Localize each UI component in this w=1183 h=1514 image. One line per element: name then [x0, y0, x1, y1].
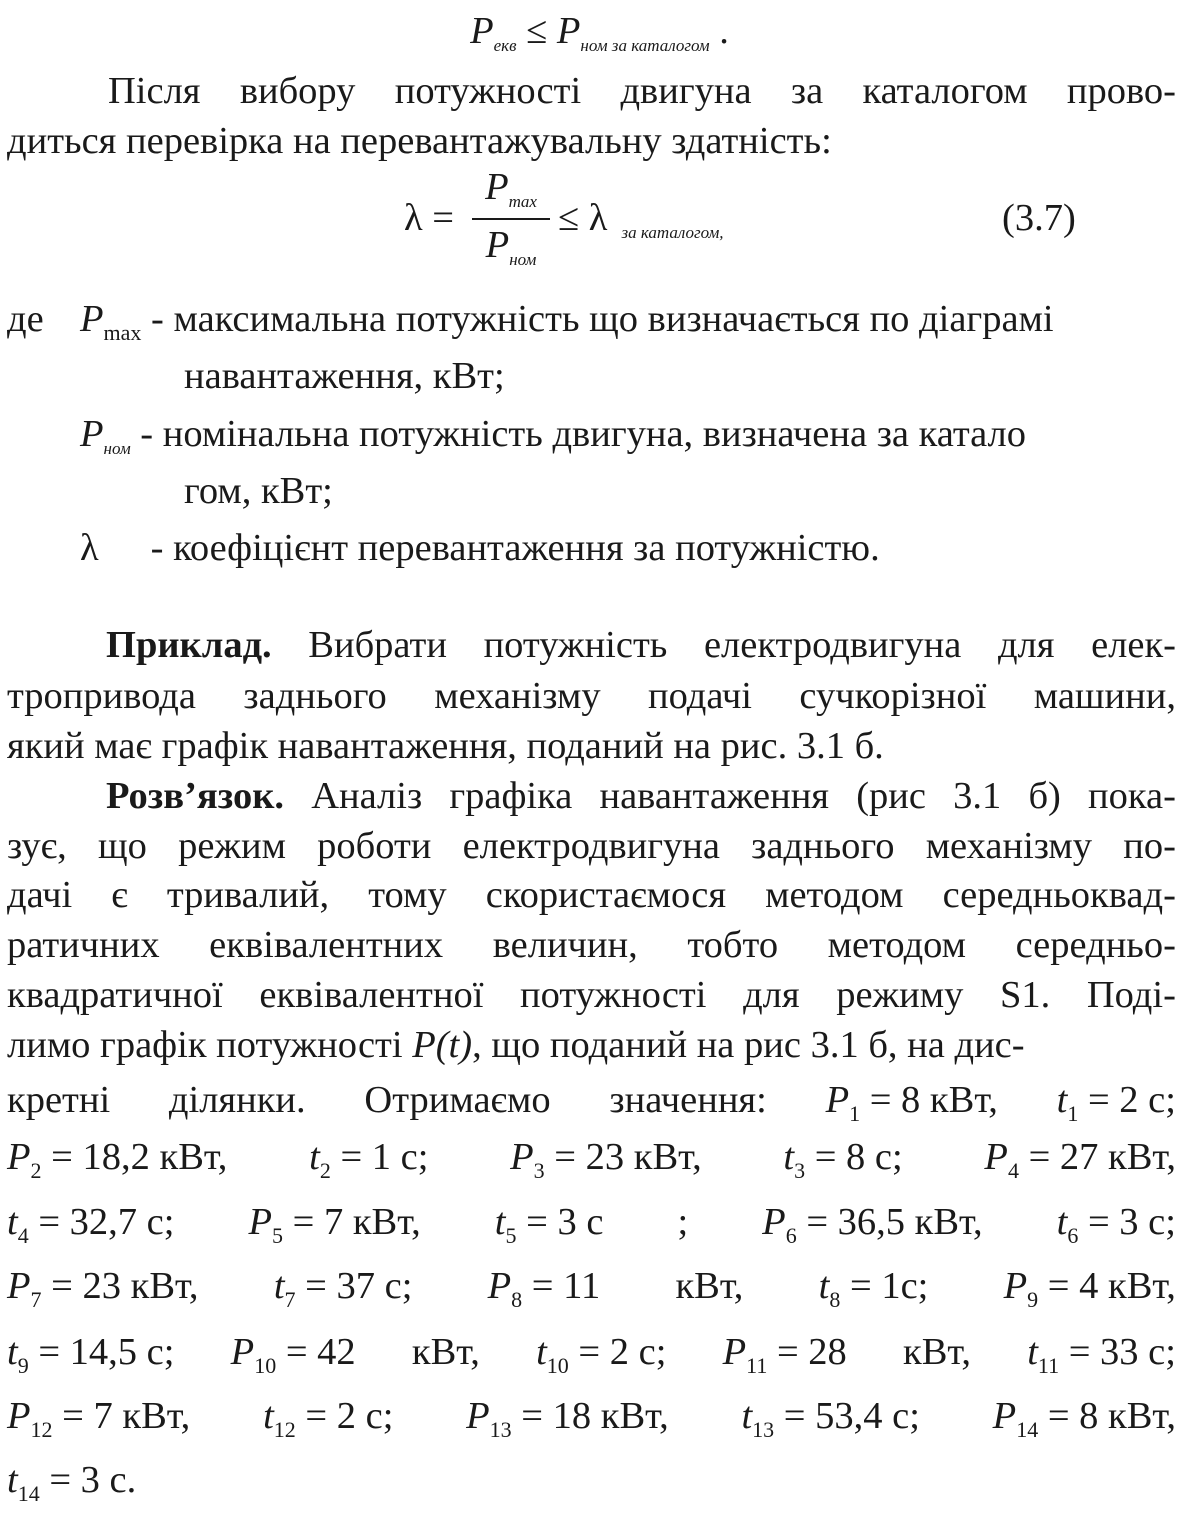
definition-item: λ - коефіцієнт перевантаження за потужністю. — [80, 527, 880, 569]
definition-intro: де — [7, 298, 44, 340]
definition-cont: гом, кВт; — [184, 470, 333, 512]
solution-line: зує, що режим роботи електродвигуна заднього механізму по- — [7, 825, 1176, 867]
example-label: Приклад. — [106, 624, 272, 666]
equation-number: (3.7) — [1002, 197, 1076, 239]
value-t9: $t_9 = 14,5$ с; — [7, 1331, 175, 1378]
formula-fraction: $P_{max}$ $P_{ном}$ — [472, 168, 550, 265]
values-line — [7, 1331, 1176, 1378]
value-p5: $P_5 = 7$ кВт, — [248, 1201, 421, 1248]
formula-operator: ≤ — [526, 10, 548, 52]
value-t1: $t_1 = 2$ с; — [1056, 1079, 1176, 1126]
example-line: Приклад. Вибрати потужність електродвигуна для елек- — [106, 624, 1176, 666]
value-t12: $t_{12} = 2$ с; — [263, 1395, 394, 1442]
definition-item: $P_{ном}$ - номінальна потужність двигуна, визначена за катало — [80, 413, 1027, 458]
formula-end: . — [719, 10, 729, 52]
value-p14: $P_{14} = 8$ кВт, — [992, 1395, 1176, 1442]
solution-line: лимо графік потужності P(t), що поданий на рис 3.1 б, на дис- — [7, 1024, 1025, 1066]
values-line — [7, 1459, 1176, 1506]
value-p11: $P_{11} = 28$ — [722, 1331, 847, 1378]
paragraph-line: Після вибору потужності двигуна за каталогом прово- — [108, 70, 1176, 112]
solution-line: дачі є тривалий, тому скористаємося методом середньоквад- — [7, 874, 1176, 916]
unit: кВт, — [903, 1331, 971, 1373]
value-t8: $t_8 = 1с$; — [818, 1265, 929, 1312]
values-line — [7, 1395, 1176, 1442]
formula-subscript: екв — [493, 36, 517, 55]
values-line — [7, 1265, 1176, 1312]
solution-line: квадратичної еквівалентної потужності для режиму S1. Поді- — [7, 974, 1176, 1016]
value-p9: $P_9 = 4$ кВт, — [1003, 1265, 1176, 1312]
value-t5: $t_5 = 3$ с — [494, 1201, 604, 1248]
unit: кВт, — [675, 1265, 744, 1307]
example-line: тропривода заднього механізму подачі сучкорізної машини, — [7, 675, 1176, 717]
formula-symbol: P — [470, 10, 494, 52]
formula-subscript: ном за каталогом — [580, 36, 710, 55]
fraction-bar — [472, 218, 550, 220]
value-t2: $t_2 = 1$ с; — [309, 1136, 429, 1183]
value-t14: $t_{14} = 3$ с. — [7, 1459, 137, 1506]
values-line: кретні ділянки. Отримаємо значення: $P_1 = 8$ кВт, $t_1 = 2$ с; — [7, 1079, 1176, 1126]
value-t4: $t_4 = 32,7$ с; — [7, 1201, 175, 1248]
value-p10: $P_{10} = 42$ — [230, 1331, 356, 1378]
values-line — [7, 1136, 1176, 1183]
function-notation: P(t) — [412, 1024, 473, 1066]
separator: ; — [677, 1201, 689, 1243]
solution-line: Розв’язок. Аналіз графіка навантаження (рис 3.1 б) пока- — [106, 775, 1176, 817]
value-t10: $t_{10} = 2$ с; — [536, 1331, 667, 1378]
solution-line: ратичних еквівалентних величин, тобто методом середньо- — [7, 924, 1176, 966]
formula-rhs: ≤ λ $_{за каталогом,}$ — [558, 197, 724, 242]
value-p4: $P_4 = 27$ кВт, — [984, 1136, 1176, 1183]
value-t7: $t_7 = 37$ с; — [273, 1265, 413, 1312]
value-p2: $P_2 = 18,2$ кВт, — [7, 1136, 228, 1183]
value-p6: $P_6 = 36,5$ кВт, — [762, 1201, 983, 1248]
value-p12: $P_{12} = 7$ кВт, — [7, 1395, 191, 1442]
formula-symbol: P — [556, 10, 581, 52]
formula-p-ekv — [0, 10, 1183, 55]
value-p13: $P_{13} = 18$ кВт, — [466, 1395, 669, 1442]
solution-label: Розв’язок. — [106, 775, 285, 817]
value-t13: $t_{13} = 53,4$ с; — [741, 1395, 920, 1442]
value-p7: $P_7 = 23$ кВт, — [7, 1265, 199, 1312]
value-p1: $P_1 = 8$ кВт, — [825, 1079, 998, 1126]
value-t3: $t_3 = 8$ с; — [783, 1136, 903, 1183]
definition-item: $P_{max}$ - максимальна потужність що визначається по діаграмі — [80, 298, 1054, 345]
value-t11: $t_{11} = 33$ с; — [1027, 1331, 1176, 1378]
unit: кВт, — [411, 1331, 480, 1373]
value-t6: $t_6 = 3$ с; — [1056, 1201, 1176, 1248]
values-line — [7, 1201, 1176, 1248]
value-p3: $P_3 = 23$ кВт, — [510, 1136, 702, 1183]
value-p8: $P_8 = 11$ — [487, 1265, 601, 1312]
definition-cont: навантаження, кВт; — [184, 355, 505, 397]
paragraph-line: диться перевірка на перевантажувальну здатність: — [7, 120, 832, 162]
example-line: який має графік навантаження, поданий на рис. 3.1 б. — [7, 725, 884, 767]
formula-lambda: λ = — [404, 197, 455, 239]
